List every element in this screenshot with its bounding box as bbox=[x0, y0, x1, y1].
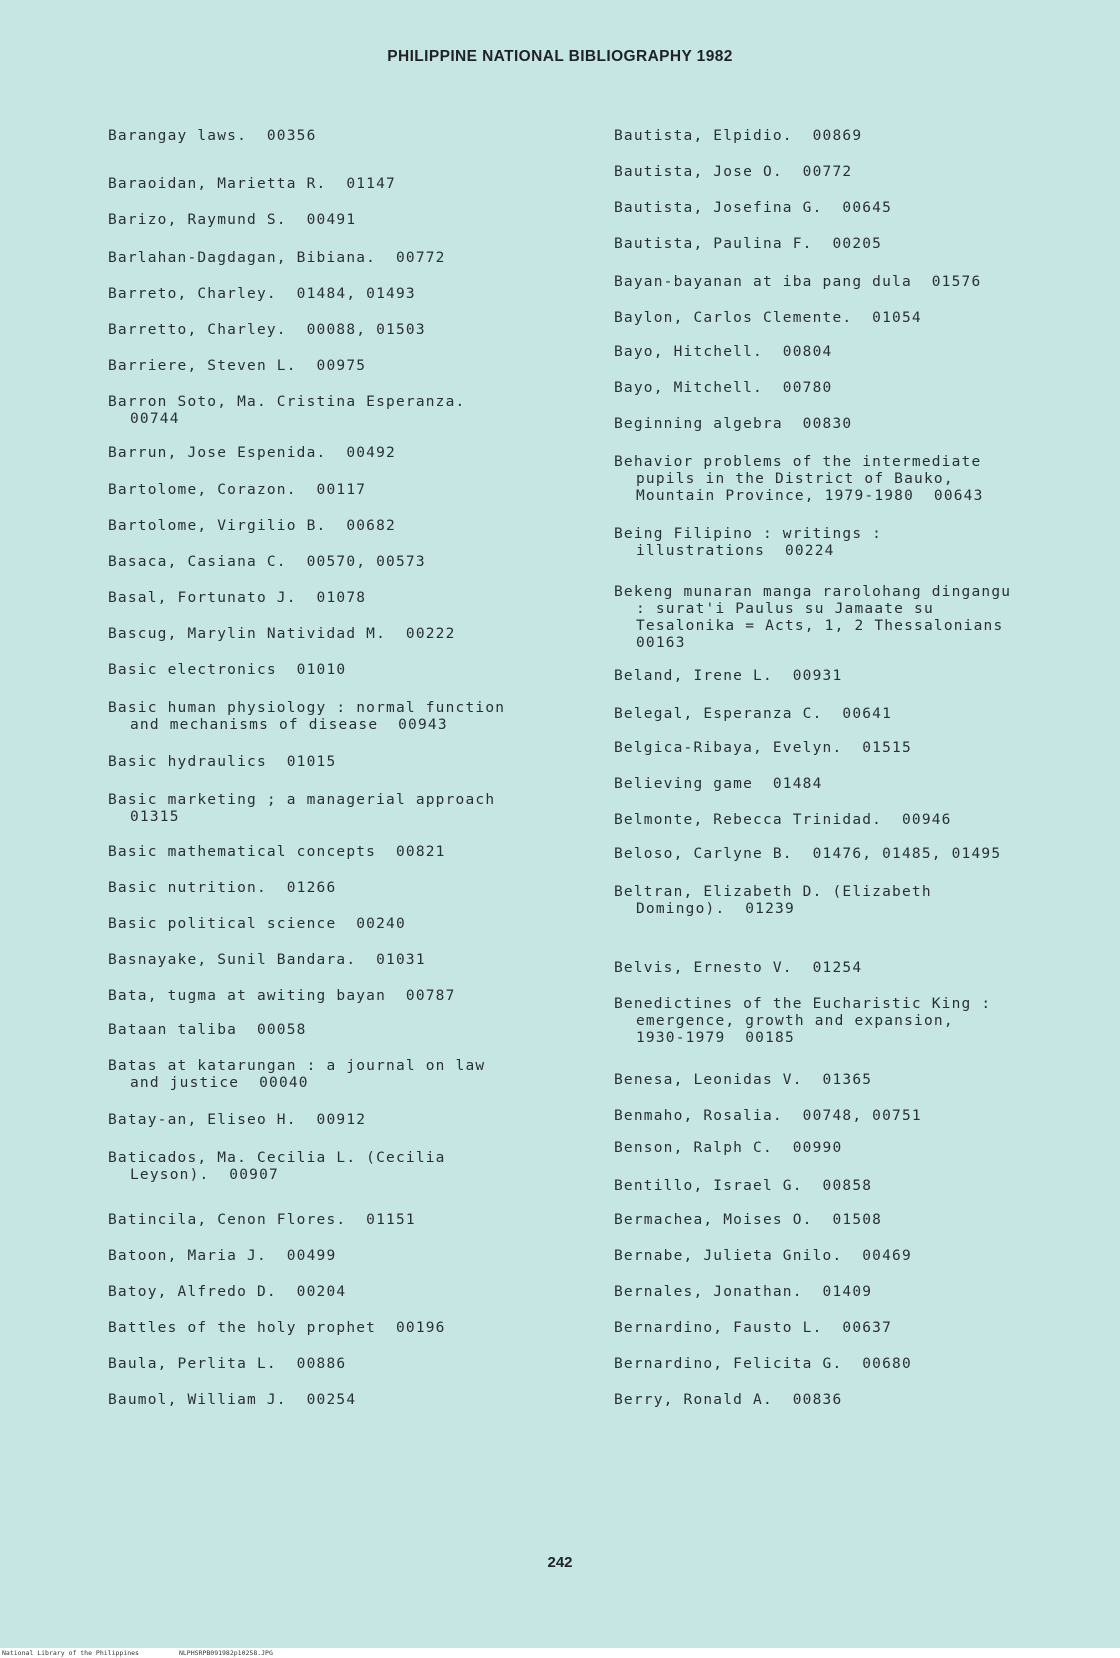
entry-continuation-line: 00163 bbox=[636, 635, 686, 651]
index-entry bbox=[614, 1072, 872, 1089]
entry-line: Believing game 01484 bbox=[614, 776, 823, 792]
entry-line: Bernabe, Julieta Gnilo. 00469 bbox=[614, 1248, 912, 1264]
entry-continuation-line: Mountain Province, 1979-1980 00643 bbox=[636, 488, 984, 504]
entry-line: Basic mathematical concepts 00821 bbox=[108, 844, 446, 860]
entry-line: Basic marketing ; a managerial approach bbox=[108, 792, 496, 808]
entry-line: Batoon, Maria J. 00499 bbox=[108, 1248, 337, 1264]
index-entry bbox=[108, 1150, 446, 1184]
entry-line: Barretto, Charley. 00088, 01503 bbox=[108, 322, 426, 338]
entry-line: Bernardino, Felicita G. 00680 bbox=[614, 1356, 912, 1372]
entry-line: Belgica-Ribaya, Evelyn. 01515 bbox=[614, 740, 912, 756]
index-entry bbox=[108, 212, 356, 229]
entry-line: Batincila, Cenon Flores. 01151 bbox=[108, 1212, 416, 1228]
index-entry bbox=[614, 1284, 872, 1301]
index-entry bbox=[108, 1392, 356, 1409]
index-entry bbox=[614, 454, 984, 505]
entry-line: Belmonte, Rebecca Trinidad. 00946 bbox=[614, 812, 952, 828]
index-entry bbox=[614, 884, 932, 918]
entry-line: Basic political science 00240 bbox=[108, 916, 406, 932]
entry-line: Bascug, Marylin Natividad M. 00222 bbox=[108, 626, 456, 642]
entry-line: Baumol, William J. 00254 bbox=[108, 1392, 357, 1408]
scan-footer bbox=[0, 1648, 1120, 1658]
entry-line: Bayan-bayanan at iba pang dula 01576 bbox=[614, 274, 982, 290]
entry-line: Batoy, Alfredo D. 00204 bbox=[108, 1284, 347, 1300]
index-entry bbox=[614, 996, 991, 1047]
index-entry bbox=[108, 700, 505, 734]
entry-continuation-line: pupils in the District of Bauko, bbox=[636, 471, 954, 487]
index-entry bbox=[108, 754, 336, 771]
index-entry bbox=[108, 176, 396, 193]
entry-continuation-line: 1930-1979 00185 bbox=[636, 1030, 795, 1046]
entry-line: Barreto, Charley. 01484, 01493 bbox=[108, 286, 416, 302]
entry-line: Benesa, Leonidas V. 01365 bbox=[614, 1072, 873, 1088]
index-entry bbox=[614, 960, 862, 977]
entry-line: Berry, Ronald A. 00836 bbox=[614, 1392, 843, 1408]
index-entry bbox=[108, 1058, 485, 1092]
index-entry bbox=[614, 1212, 882, 1229]
entry-line: Bautista, Jose O. 00772 bbox=[614, 164, 853, 180]
index-entry bbox=[614, 1320, 892, 1337]
entry-line: Basal, Fortunato J. 01078 bbox=[108, 590, 367, 606]
index-entry bbox=[614, 274, 981, 291]
entry-continuation-line: 00744 bbox=[130, 411, 180, 427]
entry-line: Batas at katarungan : a journal on law bbox=[108, 1058, 486, 1074]
entry-line: Beltran, Elizabeth D. (Elizabeth bbox=[614, 884, 932, 900]
index-entry bbox=[614, 164, 852, 181]
index-entry bbox=[108, 844, 446, 861]
index-entry bbox=[614, 380, 832, 397]
entry-line: Beland, Irene L. 00931 bbox=[614, 668, 843, 684]
index-entry bbox=[614, 584, 1011, 652]
index-entry bbox=[108, 1320, 446, 1337]
index-entry bbox=[108, 662, 346, 679]
entry-line: Benmaho, Rosalia. 00748, 00751 bbox=[614, 1108, 922, 1124]
index-entry bbox=[108, 128, 317, 145]
entry-line: Bekeng munaran manga rarolohang dingangu bbox=[614, 584, 1012, 600]
entry-line: Barizo, Raymund S. 00491 bbox=[108, 212, 357, 228]
index-entry bbox=[108, 1212, 416, 1229]
entry-line: Bautista, Elpidio. 00869 bbox=[614, 128, 863, 144]
index-entry bbox=[108, 286, 416, 303]
entry-line: Barlahan-Dagdagan, Bibiana. 00772 bbox=[108, 250, 446, 266]
entry-continuation-line: : surat'i Paulus su Jamaate su bbox=[636, 601, 934, 617]
index-entry bbox=[614, 1178, 872, 1195]
entry-line: Bautista, Paulina F. 00205 bbox=[614, 236, 883, 252]
index-entry bbox=[108, 952, 426, 969]
entry-line: Belegal, Esperanza C. 00641 bbox=[614, 706, 893, 722]
entry-continuation-line: and mechanisms of disease 00943 bbox=[130, 717, 448, 733]
entry-line: Bernardino, Fausto L. 00637 bbox=[614, 1320, 893, 1336]
index-entry bbox=[614, 1108, 922, 1125]
entry-line: Being Filipino : writings : bbox=[614, 526, 883, 542]
index-entry bbox=[108, 482, 366, 499]
index-entry bbox=[108, 322, 426, 339]
entry-line: Bata, tugma at awiting bayan 00787 bbox=[108, 988, 456, 1004]
entry-line: Basic electronics 01010 bbox=[108, 662, 347, 678]
index-entry bbox=[614, 1140, 842, 1157]
index-entry bbox=[614, 128, 862, 145]
entry-line: Battles of the holy prophet 00196 bbox=[108, 1320, 446, 1336]
index-entry bbox=[614, 812, 952, 829]
index-entry bbox=[108, 590, 366, 607]
entry-line: Basnayake, Sunil Bandara. 01031 bbox=[108, 952, 426, 968]
index-entry bbox=[108, 394, 465, 428]
entry-line: Belvis, Ernesto V. 01254 bbox=[614, 960, 863, 976]
index-entry bbox=[108, 626, 456, 643]
index-entry bbox=[614, 776, 823, 793]
index-entry bbox=[108, 250, 446, 267]
entry-line: Baraoidan, Marietta R. 01147 bbox=[108, 176, 396, 192]
index-entry bbox=[108, 988, 456, 1005]
entry-line: Beloso, Carlyne B. 01476, 01485, 01495 bbox=[614, 846, 1002, 862]
entry-line: Benson, Ralph C. 00990 bbox=[614, 1140, 843, 1156]
entry-line: Beginning algebra 00830 bbox=[614, 416, 853, 432]
entry-continuation-line: 01315 bbox=[130, 809, 180, 825]
index-entry bbox=[614, 526, 882, 560]
entry-continuation-line: emergence, growth and expansion, bbox=[636, 1013, 954, 1029]
index-entry bbox=[108, 358, 366, 375]
entry-line: Barrun, Jose Espenida. 00492 bbox=[108, 445, 396, 461]
footer-source: National Library of the Philippines bbox=[2, 1649, 139, 1657]
entry-line: Basaca, Casiana C. 00570, 00573 bbox=[108, 554, 426, 570]
index-entry bbox=[614, 846, 1001, 863]
index-entry bbox=[614, 200, 892, 217]
entry-line: Barangay laws. 00356 bbox=[108, 128, 317, 144]
entry-line: Bartolome, Corazon. 00117 bbox=[108, 482, 367, 498]
index-entry bbox=[108, 445, 396, 462]
index-entry bbox=[614, 1392, 842, 1409]
entry-line: Basic hydraulics 01015 bbox=[108, 754, 337, 770]
index-entry bbox=[108, 1284, 346, 1301]
index-entry bbox=[108, 1356, 346, 1373]
entry-line: Bayo, Mitchell. 00780 bbox=[614, 380, 833, 396]
entry-line: Bernales, Jonathan. 01409 bbox=[614, 1284, 873, 1300]
index-entry bbox=[108, 1248, 336, 1265]
index-entry bbox=[614, 236, 882, 253]
entry-line: Bautista, Josefina G. 00645 bbox=[614, 200, 893, 216]
index-entry bbox=[108, 792, 495, 826]
index-entry bbox=[614, 310, 922, 327]
entry-continuation-line: Leyson). 00907 bbox=[130, 1167, 279, 1183]
index-entry bbox=[614, 416, 852, 433]
index-entry bbox=[108, 880, 336, 897]
index-entry bbox=[108, 518, 396, 535]
entry-line: Baula, Perlita L. 00886 bbox=[108, 1356, 347, 1372]
page-title: PHILIPPINE NATIONAL BIBLIOGRAPHY 1982 bbox=[387, 48, 733, 65]
entry-line: Batay-an, Eliseo H. 00912 bbox=[108, 1112, 367, 1128]
index-entry bbox=[614, 344, 832, 361]
index-entry bbox=[108, 1112, 366, 1129]
entry-line: Basic nutrition. 01266 bbox=[108, 880, 337, 896]
entry-continuation-line: illustrations 00224 bbox=[636, 543, 835, 559]
index-entry bbox=[614, 740, 912, 757]
entry-line: Behavior problems of the intermediate bbox=[614, 454, 982, 470]
index-entry bbox=[108, 554, 426, 571]
entry-line: Barriere, Steven L. 00975 bbox=[108, 358, 367, 374]
index-entry bbox=[614, 668, 842, 685]
entry-line: Baticados, Ma. Cecilia L. (Cecilia bbox=[108, 1150, 446, 1166]
page-number: 242 bbox=[547, 1554, 573, 1571]
entry-continuation-line: Tesalonika = Acts, 1, 2 Thessalonians bbox=[636, 618, 1004, 634]
entry-line: Barron Soto, Ma. Cristina Esperanza. bbox=[108, 394, 466, 410]
entry-line: Bataan taliba 00058 bbox=[108, 1022, 307, 1038]
entry-continuation-line: and justice 00040 bbox=[130, 1075, 309, 1091]
entry-continuation-line: Domingo). 01239 bbox=[636, 901, 795, 917]
footer-filename: NLPHSRPB091982p10258.JPG bbox=[178, 1649, 273, 1657]
entry-line: Basic human physiology : normal function bbox=[108, 700, 506, 716]
index-entry bbox=[108, 916, 406, 933]
index-entry bbox=[614, 1248, 912, 1265]
index-entry bbox=[614, 1356, 912, 1373]
index-entry bbox=[614, 706, 892, 723]
entry-line: Benedictines of the Eucharistic King : bbox=[614, 996, 992, 1012]
entry-line: Baylon, Carlos Clemente. 01054 bbox=[614, 310, 922, 326]
entry-line: Bentillo, Israel G. 00858 bbox=[614, 1178, 873, 1194]
index-entry bbox=[108, 1022, 307, 1039]
entry-line: Bartolome, Virgilio B. 00682 bbox=[108, 518, 396, 534]
entry-line: Bayo, Hitchell. 00804 bbox=[614, 344, 833, 360]
entry-line: Bermachea, Moises O. 01508 bbox=[614, 1212, 883, 1228]
